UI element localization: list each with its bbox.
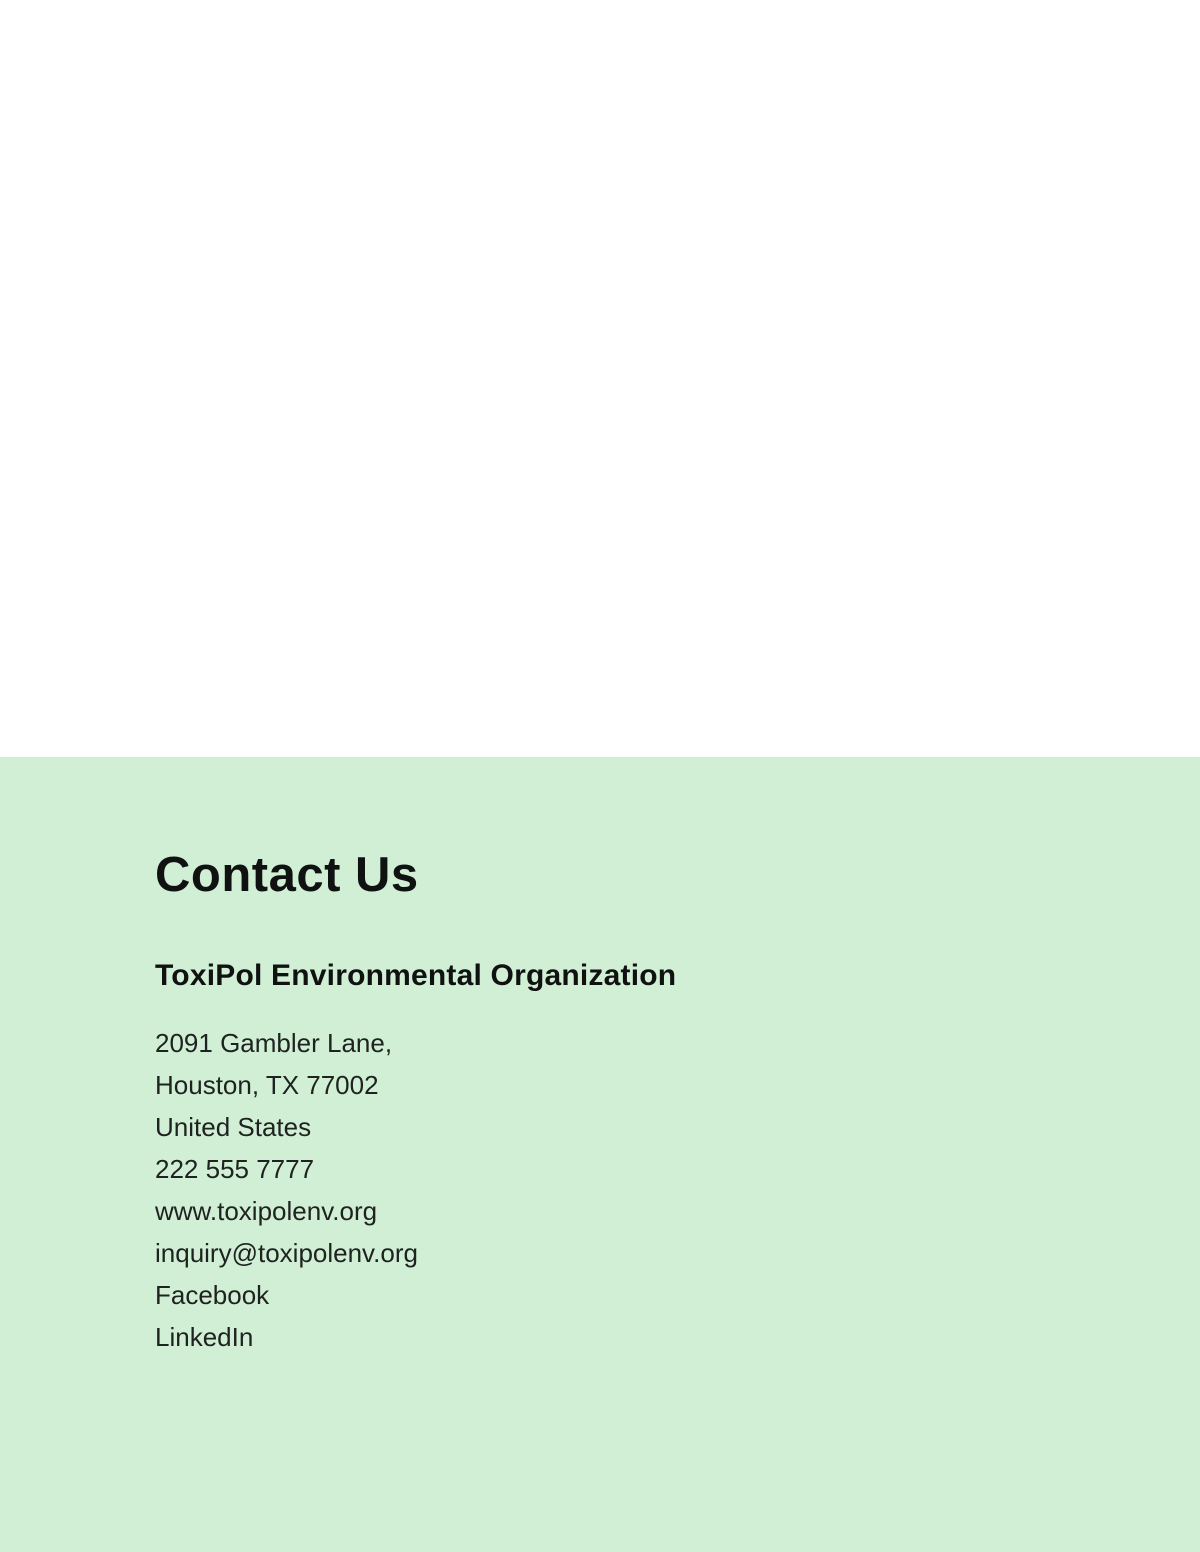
contact-section xyxy=(0,757,1200,1552)
email-link[interactable]: inquiry@toxipolenv.org xyxy=(155,1238,418,1269)
contact-details xyxy=(155,1022,1140,1358)
organization-name: ToxiPol Environmental Organization xyxy=(155,959,677,993)
address-line-3: United States xyxy=(155,1112,312,1143)
blank-page-area xyxy=(0,0,1200,757)
linkedin-link[interactable]: LinkedIn xyxy=(155,1322,254,1353)
linkedin-row xyxy=(155,1316,1140,1358)
facebook-row xyxy=(155,1274,1140,1316)
address-line-2: Houston, TX 77002 xyxy=(155,1070,379,1101)
phone-number: 222 555 7777 xyxy=(155,1154,315,1185)
page-title: Contact Us xyxy=(155,848,419,902)
email-row xyxy=(155,1232,1140,1274)
facebook-link[interactable]: Facebook xyxy=(155,1280,270,1311)
website-row xyxy=(155,1190,1140,1232)
website-link[interactable]: www.toxipolenv.org xyxy=(155,1196,378,1227)
address-line-1: 2091 Gambler Lane, xyxy=(155,1028,393,1059)
